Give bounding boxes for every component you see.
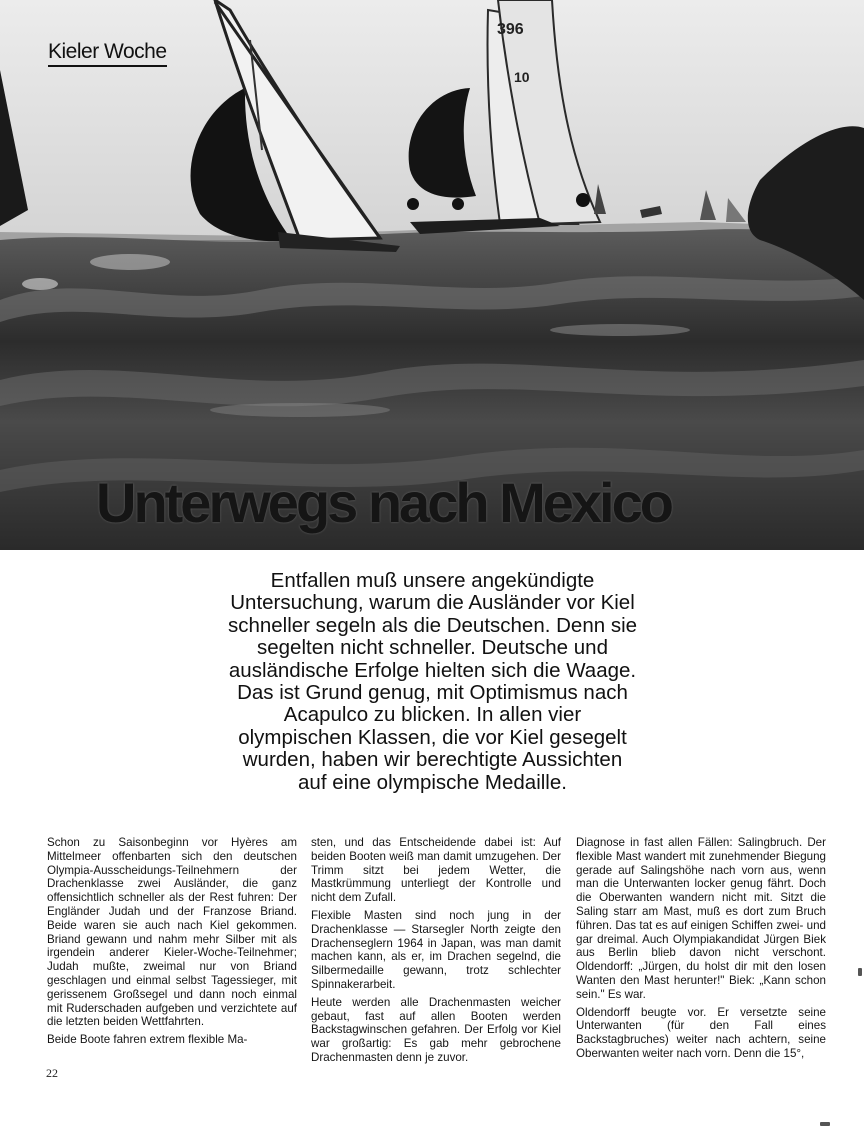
lead-line: segelten nicht schneller. Deutsche und [256, 636, 608, 660]
lead-line: Untersuchung, warum die Ausländer vor Kiel [230, 591, 635, 615]
lead-paragraph [185, 570, 680, 794]
headline: Unterwegs nach Mexico [96, 471, 671, 534]
lead-line: olympischen Klassen, die vor Kiel gesegelt [238, 725, 627, 749]
section-label: Kieler Woche [48, 40, 167, 67]
lead-line: Entfallen muß unsere angekündigte [270, 569, 595, 592]
body-paragraph: sten, und das Entscheidende dabei ist: Auf beiden Booten weiß man damit umzugehen. Der Trimm sitzt bei jedem Wetter, die Mastkrümmung unterliegt der Kontrolle und nicht dem Zufall. [311, 836, 561, 905]
body-column-3 [576, 836, 826, 1065]
regatta-photo [0, 0, 864, 550]
body-paragraph: Oldendorff beugte vor. Er versetzte seine Unterwanten (für den Fall eines Backstagbruches) weiter nach achtern, seine Oberwanten weiter nach vorn. Denn die 15°, [576, 1005, 826, 1060]
body-column-2 [311, 836, 561, 1069]
body-paragraph: Schon zu Saisonbeginn vor Hyères am Mittelmeer offenbarten sich den deutschen Olympia-Ausscheidungs-Teilnehmern der Drachenklasse zwei Ausländer, die ganz offensichtlich schneller als der Rest fuhren: Der Engländer Judah und der Franzose Briand. Beide waren sie auch nach Kiel gekommen. Briand gewann und nahm mehr Silber mit als irgendein anderer Kieler-Woche-Teilnehmer; Judah mußte, zweimal nur von Briand geschlagen und einmal selbst Tagessieger, mit gerissenem Großsegel und dann noch einmal mit Ruderschaden aufgeben und verzichtete auf die letzten beiden Wettfahrten. [47, 836, 297, 1029]
lead-line: wurden, haben wir berechtigte Aussichten [242, 748, 623, 772]
scan-mark [820, 1122, 830, 1126]
body-paragraph: Heute werden alle Drachenmasten weicher gebaut, fast auf allen Booten werden Backstagwinschen gefahren. Der Erfolg vor Kiel war großartig: Es gab mehr gebrochene Drachenmasten denn je zuvor. [311, 995, 561, 1064]
sail-number-396: 396 [497, 21, 524, 38]
lead-line: schneller segeln als die Deutschen. Denn sie [227, 613, 638, 637]
scan-mark [858, 968, 862, 976]
body-paragraph: Diagnose in fast allen Fällen: Salingbruch. Der flexible Mast wandert mit zunehmender Biegung gerade auf Salingshöhe nach vorn aus, wenn man die Unterwanten locker genug fährt. Doch die Oberwanten wandern nicht mit. Sitzt die Saling starr am Mast, muß es dort zum Bruch führen. Das tat es auf einigen Schiffen zwei- und gar dreimal. Auch Olympiakandidat Jürgen Biek aus Berlin blieb davon nicht verschont. Oldendorff: „Jürgen, du holst dir mit den losen Wanten den Mast herunter!" Biek: „Kann schon sein." Es war. [576, 836, 826, 1001]
body-column-1 [47, 836, 297, 1051]
page-number: 22 [46, 1066, 58, 1080]
lead-line: auf eine olympische Medaille. [298, 770, 567, 794]
body-paragraph: Flexible Masten sind noch jung in der Drachenklasse — Starsegler North zeigte den Drachenseglern 1964 in Japan, was man damit machen kann, als er, im Drachen segelnd, die Silbermedaille gewann, trotz schlechter Spinnakerarbeit. [311, 908, 561, 991]
lead-line: ausländische Erfolge hielten sich die Waage. [228, 658, 637, 682]
lead-line: Das ist Grund genug, mit Optimismus nach [237, 681, 628, 705]
body-paragraph: Beide Boote fahren extrem flexible Ma- [47, 1033, 248, 1047]
lead-line: Acapulco zu blicken. In allen vier [283, 703, 582, 727]
sail-number-10: 10 [514, 69, 530, 85]
sailboats-illustration [0, 0, 864, 550]
